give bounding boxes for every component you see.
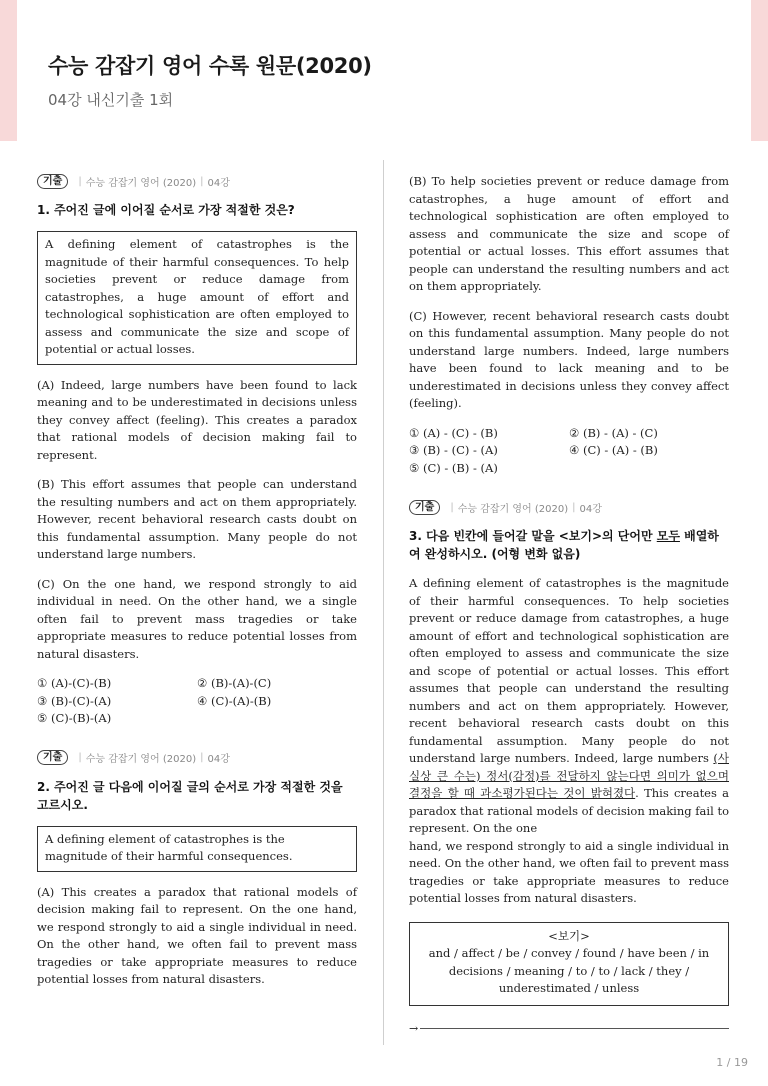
option-4[interactable]: ④ (C)-(A)-(B) bbox=[197, 693, 272, 708]
tag-badge: 기출 bbox=[37, 174, 68, 189]
option-2[interactable]: ② (B)-(A)-(C) bbox=[197, 676, 272, 690]
question-3 bbox=[409, 499, 729, 1035]
tag-badge: 기출 bbox=[409, 500, 440, 515]
option-5[interactable]: ⑤ (C) - (B) - (A) bbox=[409, 460, 498, 475]
word-bank-box bbox=[409, 922, 729, 1006]
answer-blank[interactable] bbox=[420, 1028, 729, 1029]
passage-continued: . This creates a paradox that rational models of decision making fail to represent. On the one bbox=[409, 786, 729, 835]
word-bank-label: <보기> bbox=[548, 928, 590, 943]
option-2[interactable]: ② (B) - (A) - (C) bbox=[569, 425, 658, 440]
source-tag-row bbox=[409, 499, 729, 515]
answer-options bbox=[37, 675, 357, 728]
option-1[interactable]: ① (A)-(C)-(B) bbox=[37, 676, 112, 690]
page-title: 수능 감잡기 영어 수록 원문(2020) bbox=[48, 54, 372, 78]
paragraph-a: (A) Indeed, large numbers have been found to lack meaning and to be underestimated in decisions unless they convey affect (feeling). This creates a paradox that rational models of decision making fail to represent. bbox=[37, 377, 357, 462]
paragraph-c: (C) However, recent behavioral research casts doubt on this fundamental assumption. Many people do not understand large numbers. Indeed, large numbers have been found to lack meaning and to be underestimated in decisions unless they convey affect (feeling). bbox=[409, 308, 729, 410]
question-title-start: 3. 다음 빈칸에 들어갈 말을 <보기>의 단어만 bbox=[409, 529, 657, 543]
option-3[interactable]: ③ (B) - (C) - (A) bbox=[409, 443, 498, 457]
tag-unit: 04강 bbox=[207, 177, 230, 189]
question-2 bbox=[37, 750, 357, 989]
column-divider bbox=[383, 160, 384, 1045]
right-column bbox=[409, 173, 729, 1035]
source-tag-row bbox=[37, 173, 357, 189]
left-column bbox=[37, 173, 357, 989]
passage bbox=[409, 575, 729, 838]
question-1 bbox=[37, 173, 357, 728]
question-title-emphasis: 모두 bbox=[656, 529, 680, 543]
option-1[interactable]: ① (A) - (C) - (B) bbox=[409, 425, 498, 440]
word-bank-words: and / affect / be / convey / found / have been / in decisions / meaning / to / to / lack / they / underestimated / unless bbox=[428, 946, 710, 995]
paragraph-a: (A) This creates a paradox that rational models of decision making fail to represent. On the one hand, we respond strongly to aid a single individual in need. On the other hand, we often fail to prevent mass tragedies or take appropriate measures to reduce potential losses from natural disasters. bbox=[37, 884, 357, 986]
tag-source: 수능 감잡기 영어 (2020) bbox=[85, 177, 197, 189]
passage-tail: hand, we respond strongly to aid a single individual in need. On the other hand, we often fail to prevent mass tragedies or take appropriate measures to reduce potential losses from natural disasters. bbox=[409, 838, 729, 905]
given-passage: A defining element of catastrophes is the magnitude of their harmful consequences. bbox=[37, 826, 357, 872]
answer-line-row bbox=[409, 1022, 729, 1035]
tag-separator: | bbox=[200, 175, 204, 187]
tag-separator: | bbox=[572, 501, 576, 513]
question-title: 2. 주어진 글 다음에 이어질 글의 순서로 가장 적절한 것을 고르시오. bbox=[37, 779, 343, 812]
paragraph-b: (B) To help societies prevent or reduce damage from catastrophes, a huge amount of effort and technological sophistication are often employed to assess and communicate the size and scope of potential or actual losses. This effort assumes that people can understand the resulting numbers and act on them appropriately. bbox=[409, 174, 729, 293]
underlined-blank-hint: (사실상 큰 수는) 정서(감정)를 전달하지 않는다면 의미가 없으며 결정을 할 때 과소평가된다는 것이 밝혀졌다 bbox=[409, 751, 729, 800]
answer-options bbox=[409, 425, 729, 478]
tag-separator: | bbox=[78, 175, 82, 187]
paragraph-c: (C) On the one hand, we respond strongly to aid individual in need. On the other hand, we a single often fail to prevent mass tragedies or take appropriate measures to reduce potential losses from natural disasters. bbox=[37, 576, 357, 661]
option-4[interactable]: ④ (C) - (A) - (B) bbox=[569, 443, 658, 457]
page-subtitle: 04강 내신기출 1회 bbox=[48, 91, 174, 109]
given-passage: A defining element of catastrophes is the magnitude of their harmful consequences. To help societies prevent or reduce damage from catastrophes, a huge amount of effort and technological sophistication are often employed to assess and communicate the size and scope of potential or actual losses. bbox=[37, 231, 357, 365]
option-3[interactable]: ③ (B)-(C)-(A) bbox=[37, 693, 112, 708]
tag-separator: | bbox=[78, 752, 82, 763]
tag-unit: 04강 bbox=[579, 503, 602, 515]
tag-badge: 기출 bbox=[37, 750, 68, 765]
passage-start: A defining element of catastrophes is the magnitude of their harmful consequences. To help societies prevent or reduce damage from catastrophes, a huge amount of effort and technological sophistication are often employed to assess and communicate the size and scope of potential or actual losses. This effort assumes that people can understand the resulting numbers and act on them appropriately. However, recent behavioral research casts doubt on this fundamental assumption. Many people do not understand large numbers. Indeed, large numbers bbox=[409, 576, 729, 765]
page-number: 1 / 19 bbox=[716, 1056, 748, 1069]
tag-separator: | bbox=[200, 752, 204, 763]
tag-separator: | bbox=[450, 501, 454, 513]
question-title-end: 배열하여 완성하시오. (어형 변화 없음) bbox=[409, 529, 719, 561]
question-title bbox=[409, 527, 729, 563]
arrow-icon: → bbox=[409, 1021, 419, 1035]
option-5[interactable]: ⑤ (C)-(B)-(A) bbox=[37, 711, 112, 725]
tag-unit: 04강 bbox=[207, 754, 230, 765]
paragraph-b: (B) This effort assumes that people can understand the resulting numbers and act on them appropriately. However, recent behavioral research casts doubt on this fundamental assumption. Many people do not understand large numbers. bbox=[37, 477, 357, 561]
source-tag-row bbox=[37, 750, 357, 766]
tag-source: 수능 감잡기 영어 (2020) bbox=[457, 503, 569, 515]
question-title: 1. 주어진 글에 이어질 순서로 가장 적절한 것은? bbox=[37, 203, 295, 217]
tag-source: 수능 감잡기 영어 (2020) bbox=[85, 754, 197, 765]
